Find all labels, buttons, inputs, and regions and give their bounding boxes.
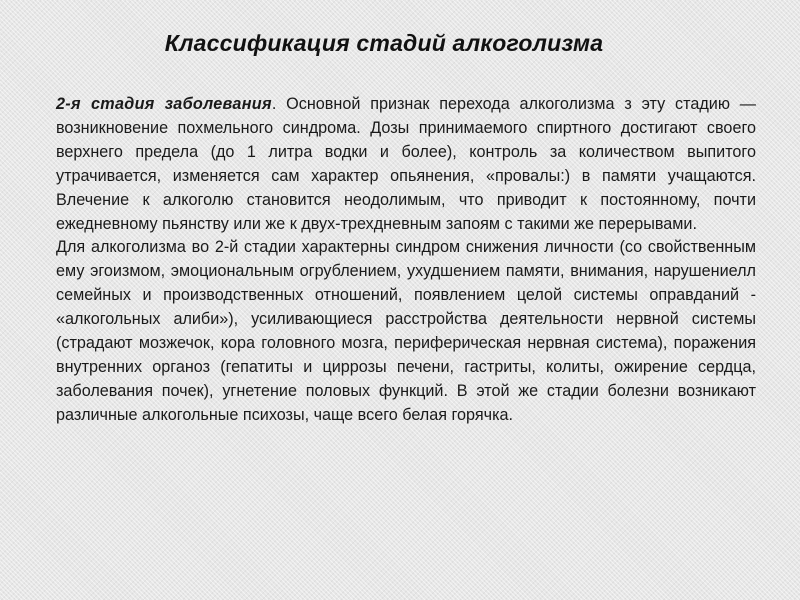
slide-title <box>0 30 800 57</box>
paragraph-symptoms: Для алкоголизма во 2-й стадии характерны синдром снижения личности (со свойственным ему эгоизмом, эмоциональным огрублением, ухудшением памяти, внимания, нарушениелл семейных и производственных отношений, появлением целой системы оправданий - «алкогольных алиби»), усиливающиеся расстройства деятельности нервной системы (страдают мозжечок, кора головного мозга, периферическая нервная система), поражения внутренних органоз (гепатиты и циррозы печени, гастриты, колиты, ожирение сердца, заболевания почек), угнетение половых функций. В этой же стадии болезни возникают различные алкогольные психозы, чаще всего белая горячка. <box>56 238 756 424</box>
slide-title-text: Классификация стадий алкоголизма <box>164 30 604 56</box>
slide-body <box>56 93 756 428</box>
paragraph-lead: 2-я стадия заболевания <box>56 95 272 113</box>
paragraph-stage-2 <box>56 93 756 236</box>
paragraph-1-text: . Основной признак перехода алкоголизма з эту стадию — возникновение похмельного синдрома. Дозы принимаемого спиртного достигают своего верхнего предела (до 1 литра водки и более), контроль за количеством выпитого утрачивается, изменяется сам характер опьянения, «провалы:) в памяти учащаются. Влечение к алкоголю становится неодолимым, что приводит к постоянному, почти ежедневному пьянству или же к двух-трехдневным запоям с такими же перерывами. <box>56 95 756 233</box>
